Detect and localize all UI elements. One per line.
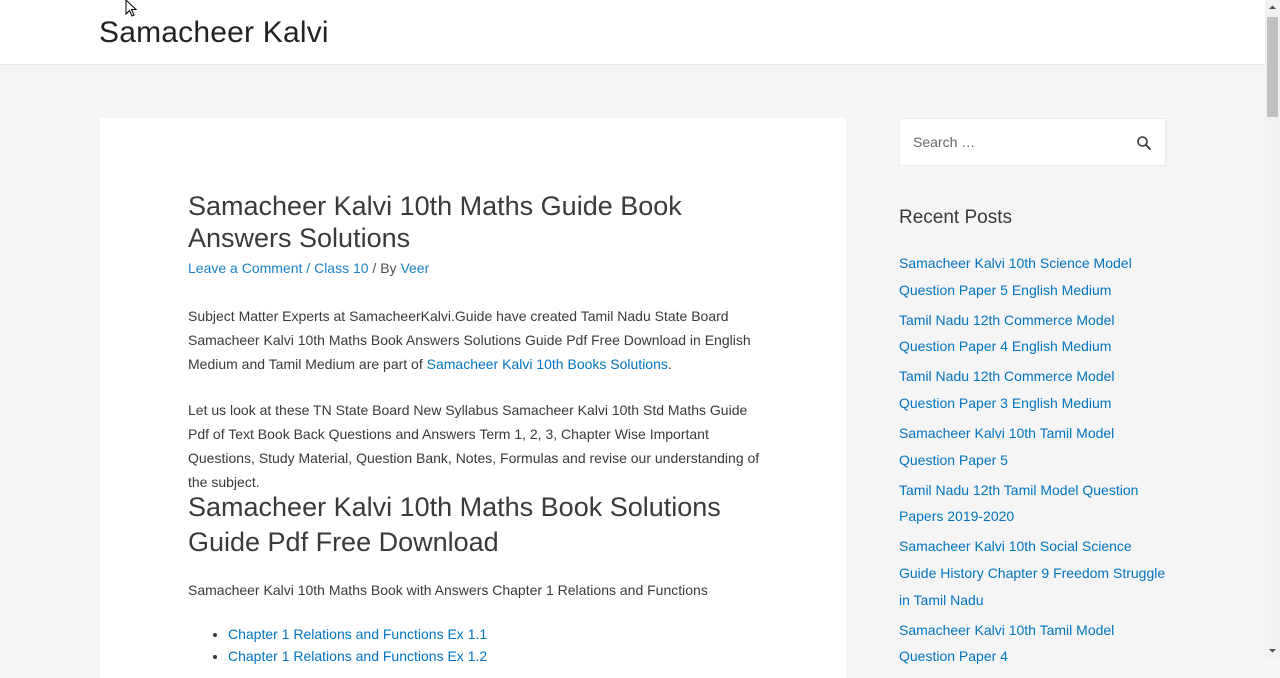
mouse-cursor-icon (125, 0, 137, 17)
list-item (899, 307, 1169, 360)
vertical-scrollbar[interactable] (1265, 0, 1280, 658)
author-link[interactable]: Veer (400, 260, 430, 276)
site-title-link[interactable]: Samacheer Kalvi (99, 16, 329, 49)
intro-end: . (667, 356, 672, 372)
chapter-intro-paragraph: Samacheer Kalvi 10th Maths Book with Answers Chapter 1 Relations and Functions (188, 582, 708, 598)
recent-post-link[interactable]: Tamil Nadu 12th Tamil Model Question Papers 2019-2020 (899, 481, 1139, 525)
intro-text: Subject Matter Experts at SamacheerKalvi.Guide have created Tamil Nadu State Board Samacheer Kalvi 10th Maths Book Answers Solutions Guide Pdf Free Download in English Medium and Tamil Medium are part of (188, 308, 751, 372)
list-item (899, 533, 1169, 613)
recent-posts-list (899, 250, 1169, 673)
recent-post-link[interactable]: Samacheer Kalvi 10th Tamil Model Question Paper 4 (899, 621, 1115, 665)
search-input[interactable] (900, 119, 1120, 165)
list-item (899, 250, 1169, 303)
chapter-link-ex-1-1[interactable]: Chapter 1 Relations and Functions Ex 1.1 (228, 626, 488, 642)
chapter-list (208, 623, 487, 667)
meta-separator: / (302, 260, 315, 276)
list-item (228, 645, 487, 667)
leave-comment-link[interactable]: Leave a Comment (188, 260, 303, 276)
search-icon[interactable] (1136, 135, 1152, 151)
intro-paragraph (188, 304, 760, 376)
list-item (899, 363, 1169, 416)
site-header (0, 0, 1265, 65)
list-item (899, 617, 1169, 670)
category-link[interactable]: Class 10 (314, 260, 369, 276)
recent-post-link[interactable]: Samacheer Kalvi 10th Science Model Question Paper 5 English Medium (899, 255, 1132, 298)
recent-post-link[interactable]: Samacheer Kalvi 10th Tamil Model Question Paper 5 (899, 425, 1115, 468)
recent-posts-title: Recent Posts (899, 207, 1012, 228)
list-item (228, 623, 487, 645)
books-solutions-link[interactable]: Samacheer Kalvi 10th Books Solutions (426, 356, 668, 372)
search-form (899, 118, 1166, 166)
list-item (899, 420, 1169, 473)
entry-meta (188, 258, 429, 278)
recent-post-link[interactable]: Tamil Nadu 12th Commerce Model Question Paper 4 English Medium (899, 311, 1115, 355)
second-paragraph: Let us look at these TN State Board New Syllabus Samacheer Kalvi 10th Std Maths Guide Pdf of Text Book Back Questions and Answers Term 1, 2, 3, Chapter Wise Important Questions, Study Material, Question Bank, Notes, Formulas and revise our understanding of the subject. (188, 402, 760, 490)
scroll-up-arrow-icon[interactable] (1265, 0, 1280, 15)
recent-post-link[interactable]: Samacheer Kalvi 10th Social Science Guide History Chapter 9 Freedom Struggle in Tamil Nadu (899, 538, 1166, 608)
by-label: / By (368, 260, 401, 276)
recent-post-link[interactable]: Tamil Nadu 12th Commerce Model Question Paper 3 English Medium (899, 368, 1115, 411)
chapter-link-ex-1-2[interactable]: Chapter 1 Relations and Functions Ex 1.2 (228, 648, 488, 664)
article-title: Samacheer Kalvi 10th Maths Guide Book Answers Solutions (188, 191, 682, 253)
article-card (100, 118, 846, 678)
scroll-down-arrow-icon[interactable] (1265, 643, 1280, 658)
section-heading: Samacheer Kalvi 10th Maths Book Solutions Guide Pdf Free Download (188, 492, 721, 557)
list-item (899, 477, 1169, 530)
scrollbar-thumb[interactable] (1267, 17, 1278, 117)
